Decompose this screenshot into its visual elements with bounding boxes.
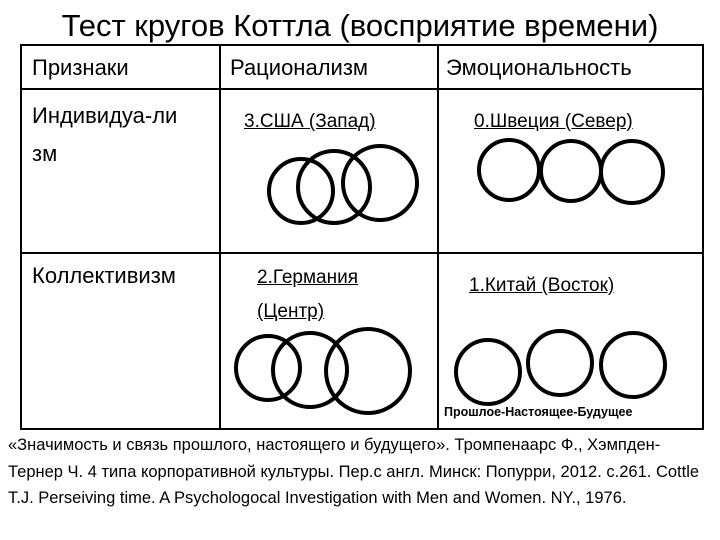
sweden-present-circle: [541, 141, 601, 201]
sweden-past-circle: [479, 140, 539, 200]
page-title: Тест кругов Коттла (восприятие времени): [61, 8, 659, 43]
sweden-future-circle: [601, 141, 663, 203]
sweden-label: 0.Швеция (Север): [474, 111, 633, 132]
row-label-collectivism: Коллективизм: [32, 263, 176, 288]
china-present-circle: [528, 331, 592, 395]
china-past-circle: [456, 340, 520, 404]
header-rationalism: Рационализм: [230, 55, 369, 80]
header-emotionality: Эмоциональность: [446, 55, 632, 80]
header-features: Признаки: [32, 55, 129, 80]
germany-label-line2: (Центр): [257, 301, 325, 322]
row-label-individualism-line1: Индивидуа-ли: [32, 103, 178, 128]
china-label: 1.Китай (Восток): [469, 275, 615, 296]
germany-past-circle: [236, 336, 300, 400]
citation-text: «Значимость и связь прошлого, настоящего и будущего». Тромпенаарс Ф., Хэмпден-Тернер Ч. 4 типа корпоративной культуры. Пер.с англ. Минск: Попурри, 2012. с.261. Cottle T.J. Perseiving time. A Psychologocal Investigation with Men and Women. NY., 1976.: [8, 436, 700, 507]
time-axis-note: Прошлое-Настоящее-Будущее: [444, 405, 633, 419]
china-future-circle: [601, 333, 665, 397]
germany-label-line1: 2.Германия: [257, 267, 359, 288]
usa-label: 3.США (Запад): [244, 111, 376, 132]
germany-future-circle: [326, 329, 410, 413]
usa-future-circle: [343, 146, 417, 220]
row-label-individualism-line2: зм: [32, 141, 58, 166]
